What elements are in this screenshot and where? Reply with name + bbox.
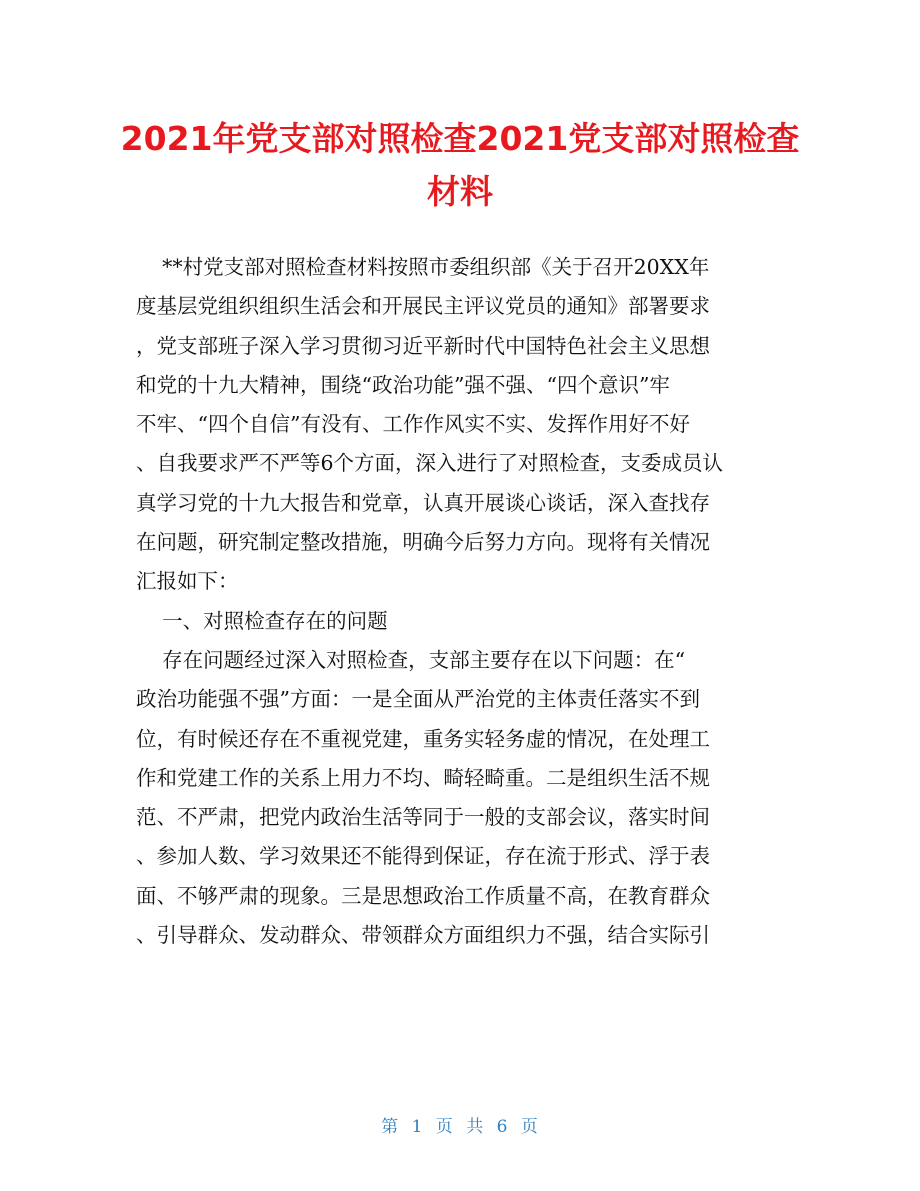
body-line: 作和党建工作的关系上用力不均、畸轻畸重。二是组织生活不规 [136,765,710,790]
body-line: ，党支部班子深入学习贯彻习近平新时代中国特色社会主义思想 [136,333,710,358]
body-line: 、引导群众、发动群众、带领群众方面组织力不强，结合实际引 [136,923,710,948]
page-footer: 第 1 页 共 6 页 [381,1117,539,1137]
section-heading: 一、对照检查存在的问题 [136,608,388,633]
body-line: 汇报如下： [136,569,239,594]
document-body [136,248,786,955]
body-line: 范、不严肃，把党内政治生活等同于一般的支部会议，落实时间 [136,805,710,830]
body-line: 真学习党的十九大报告和党章，认真开展谈心谈话，深入查找存 [136,490,710,515]
title-line-2: 材料 [427,172,493,211]
body-line: 度基层党组织组织生活会和开展民主评议党员的通知》部署要求 [136,294,710,319]
document-title [120,112,800,218]
body-line: 和党的十九大精神，围绕“政治功能”强不强、“四个意识”牢 [136,372,670,397]
body-line: **村党支部对照检查材料按照市委组织部《关于召开20XX年 [136,255,710,279]
body-line: 在问题，研究制定整改措施，明确今后努力方向。现将有关情况 [136,530,710,555]
body-line: 、参加人数、学习效果还不能得到保证，存在流于形式、浮于表 [136,844,710,869]
title-line-1: 2021年党支部对照检查2021党支部对照检查 [120,119,800,158]
body-line: 不牢、“四个自信”有没有、工作作风实不实、发挥作用好不好 [136,412,690,437]
body-line: 面、不够严肃的现象。三是思想政治工作质量不高，在教育群众 [136,883,710,908]
body-line: 位，有时候还存在不重视党建，重务实轻务虚的情况，在处理工 [136,726,710,751]
body-line: 存在问题经过深入对照检查，支部主要存在以下问题：在“ [136,647,686,672]
body-line: 政治功能强不强”方面：一是全面从严治党的主体责任落实不到 [136,687,700,712]
body-line: 、自我要求严不严等6个方面，深入进行了对照检查，支委成员认 [136,451,724,476]
